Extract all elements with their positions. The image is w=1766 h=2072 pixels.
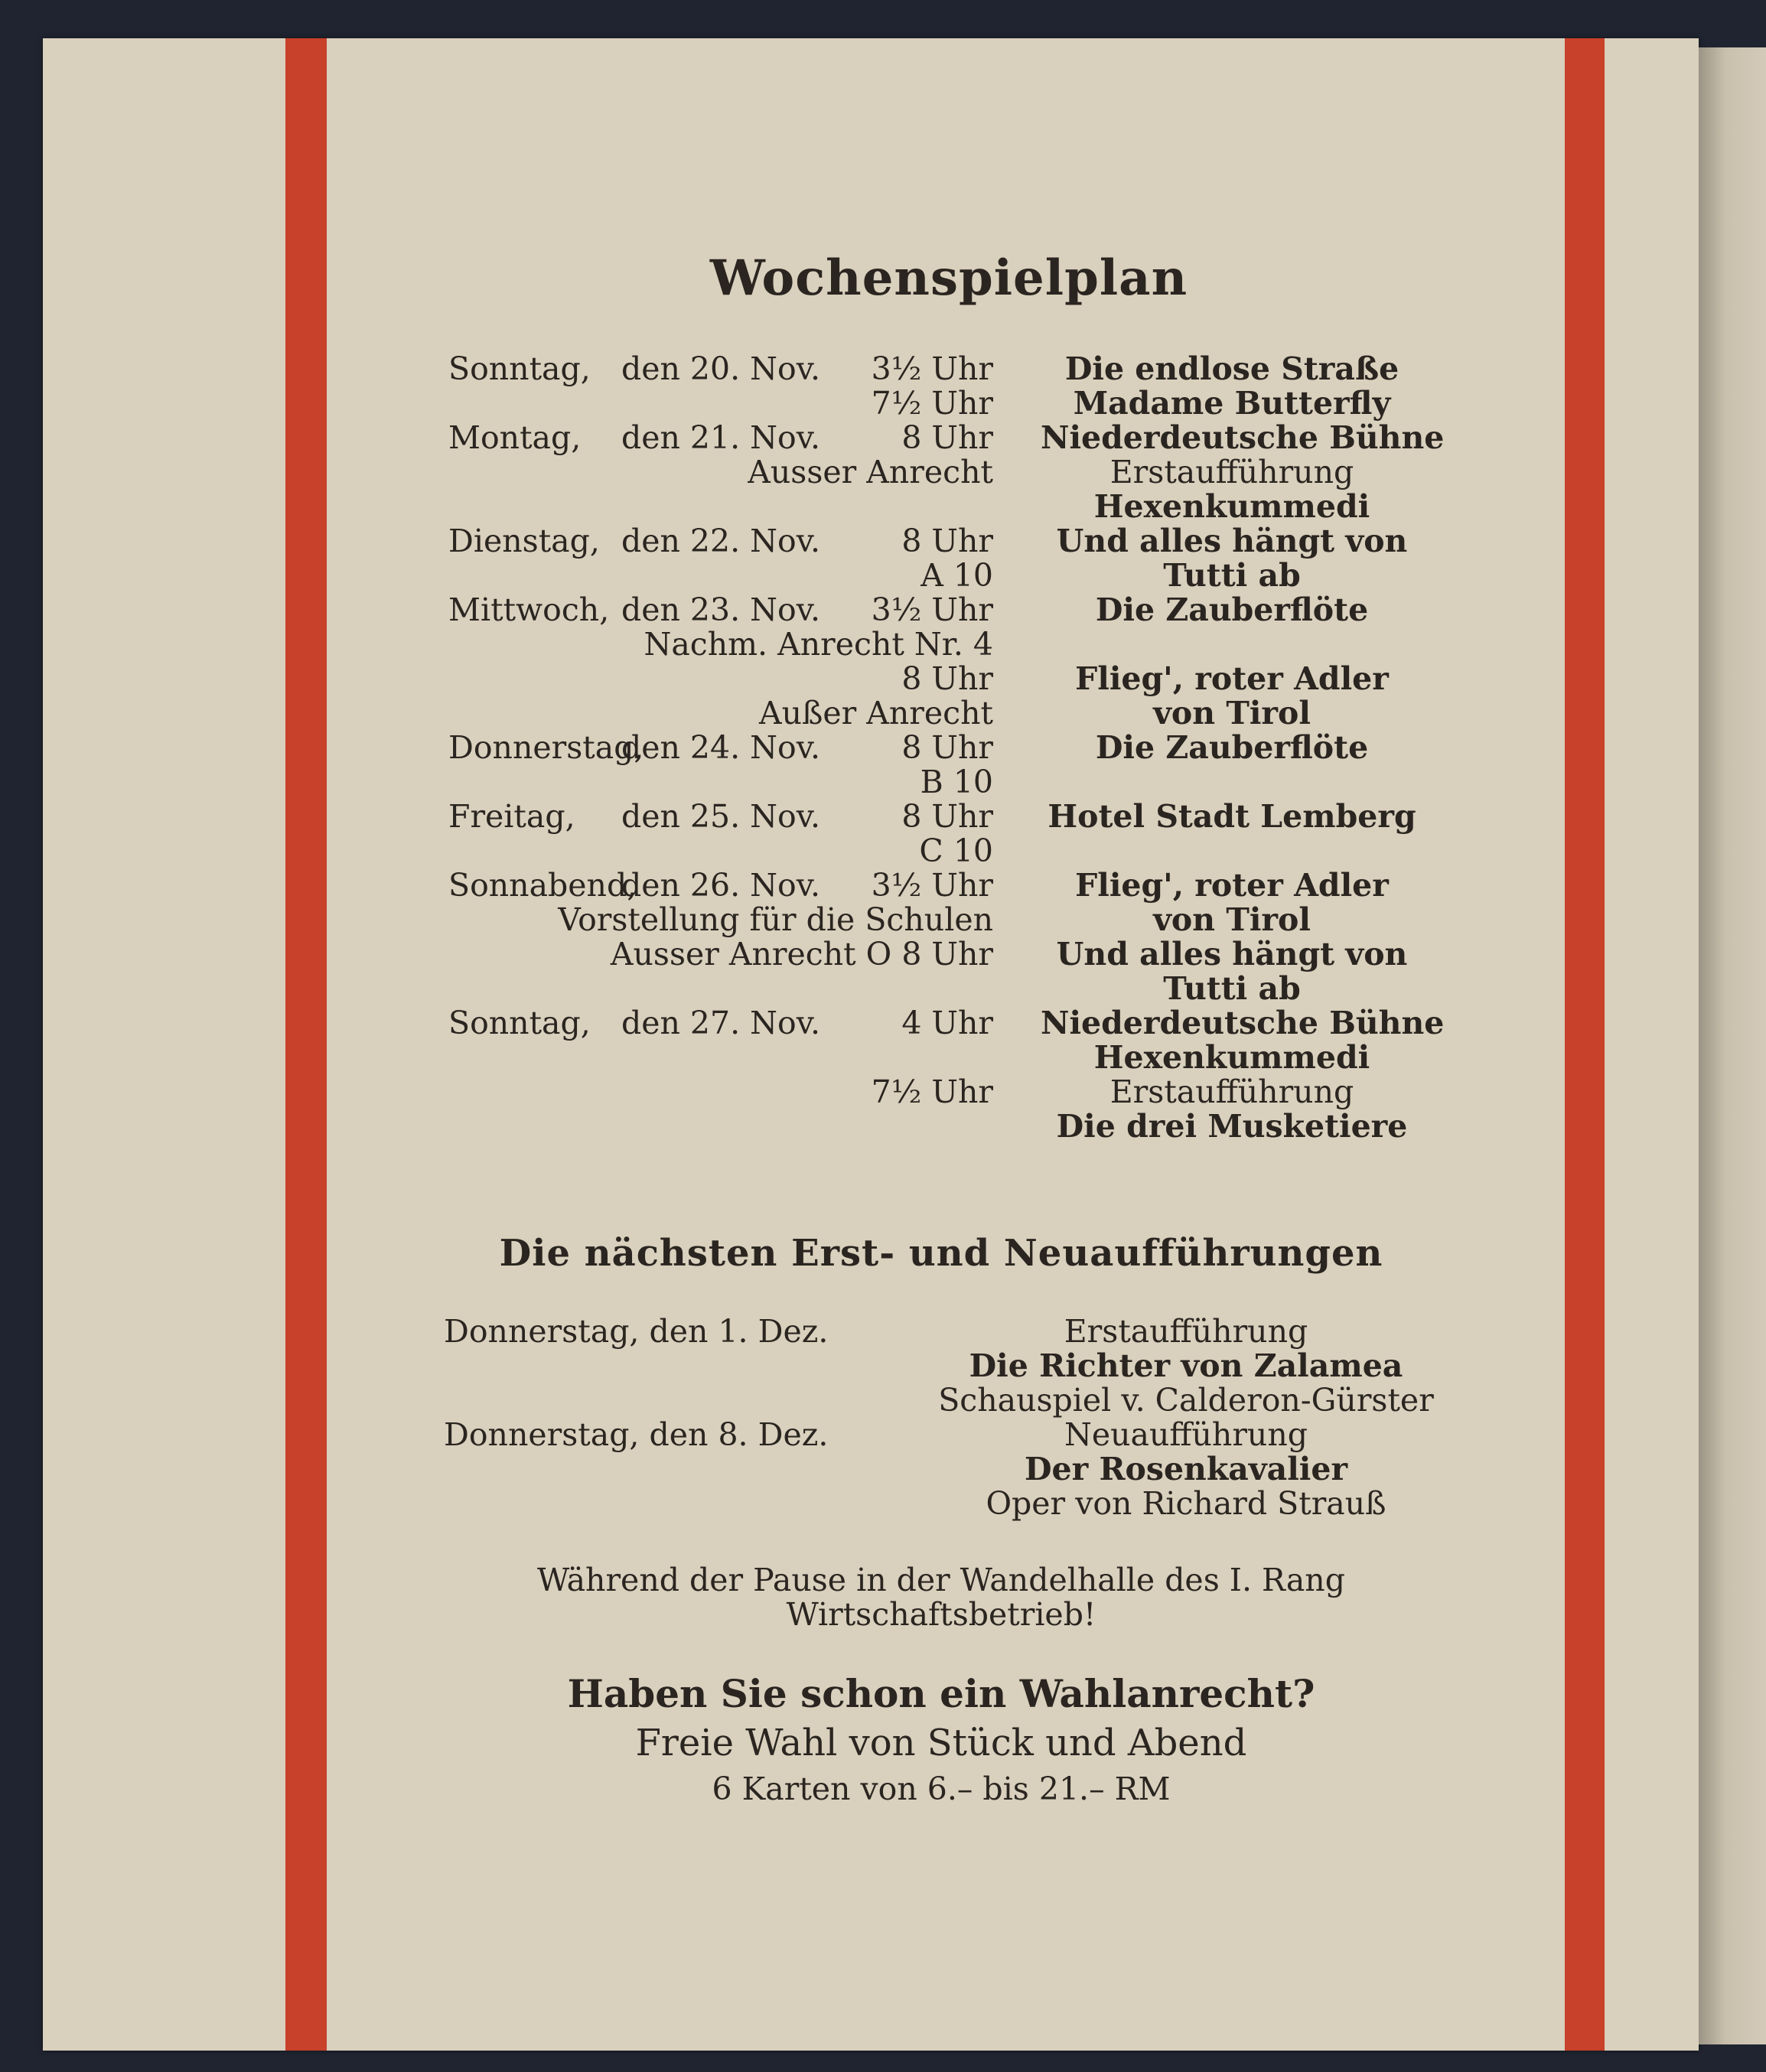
- time: 3½ Uhr: [871, 350, 993, 387]
- next-page-edge: [1699, 47, 1766, 2044]
- play-title: Flieg', roter Adler: [1075, 660, 1389, 697]
- date: den 25. Nov.: [621, 798, 821, 835]
- time: 8 Uhr: [901, 523, 993, 559]
- day: Sonntag,: [448, 1005, 591, 1041]
- time: 7½ Uhr: [871, 385, 993, 422]
- play-title: Und alles hängt von: [1056, 936, 1408, 972]
- time: C 10: [919, 832, 993, 869]
- play-title: Hexenkummedi: [1093, 1039, 1370, 1076]
- time: Nachm. Anrecht Nr. 4: [644, 626, 993, 663]
- play-note: Erstaufführung: [1109, 1073, 1354, 1110]
- date: den 26. Nov.: [621, 867, 821, 904]
- play-title: Die Zauberflöte: [1095, 591, 1369, 628]
- premiere-play: Die Richter von Zalamea: [969, 1347, 1403, 1384]
- day: Donnerstag,: [448, 729, 644, 766]
- play-title: Tutti ab: [1163, 970, 1301, 1007]
- date: den 22. Nov.: [621, 523, 821, 559]
- day: Freitag,: [448, 798, 575, 835]
- time: 8 Uhr: [901, 660, 993, 697]
- time: A 10: [920, 557, 993, 594]
- day: Mittwoch,: [448, 591, 610, 628]
- time: B 10: [920, 764, 993, 800]
- day: Sonntag,: [448, 350, 591, 387]
- time: 8 Uhr: [901, 729, 993, 766]
- play-title: Madame Butterfly: [1073, 385, 1391, 422]
- time: 8 Uhr: [901, 419, 993, 456]
- time: Außer Anrecht: [758, 695, 993, 731]
- premieres-heading: Die nächsten Erst- und Neuaufführungen: [499, 1232, 1383, 1275]
- play-title: Tutti ab: [1163, 557, 1301, 594]
- ad-price: 6 Karten von 6.– bis 21.– RM: [712, 1771, 1171, 1807]
- play-title: Die drei Musketiere: [1056, 1108, 1408, 1145]
- time: Ausser Anrecht: [748, 454, 993, 490]
- play-title: Flieg', roter Adler: [1075, 867, 1389, 904]
- red-border-left: [285, 38, 327, 2051]
- time: Vorstellung für die Schulen: [558, 901, 993, 938]
- date: den 21. Nov.: [621, 419, 821, 456]
- time: 4 Uhr: [901, 1005, 993, 1041]
- premiere-type: Neuaufführung: [1064, 1416, 1308, 1453]
- date: den 23. Nov.: [621, 591, 821, 628]
- play-title: Niederdeutsche Bühne: [1041, 419, 1445, 456]
- notice-line: Wirtschaftsbetrieb!: [786, 1596, 1096, 1633]
- premiere-info: Oper von Richard Strauß: [986, 1485, 1386, 1522]
- play-title: Hotel Stadt Lemberg: [1048, 798, 1416, 835]
- time: 8 Uhr: [901, 798, 993, 835]
- play-title: von Tirol: [1153, 901, 1311, 938]
- day: Montag,: [448, 419, 582, 456]
- play-title: Und alles hängt von: [1056, 523, 1408, 559]
- date: den 27. Nov.: [621, 1005, 821, 1041]
- time: Ausser Anrecht O 8 Uhr: [610, 936, 993, 972]
- ad-headline: Haben Sie schon ein Wahlanrecht?: [567, 1671, 1315, 1716]
- notice-line: Während der Pause in der Wandelhalle des I. Rang: [537, 1562, 1345, 1598]
- date: den 20. Nov.: [621, 350, 821, 387]
- time: 3½ Uhr: [871, 867, 993, 904]
- play-title: von Tirol: [1153, 695, 1311, 731]
- page-title: Wochenspielplan: [709, 249, 1188, 307]
- play-title: Niederdeutsche Bühne: [1041, 1005, 1445, 1041]
- ad-subline: Freie Wahl von Stück und Abend: [635, 1722, 1247, 1764]
- play-title: Hexenkummedi: [1093, 488, 1370, 525]
- play-title: Die endlose Straße: [1064, 350, 1399, 387]
- time: 3½ Uhr: [871, 591, 993, 628]
- premiere-date: Donnerstag, den 1. Dez.: [444, 1313, 829, 1350]
- day: Dienstag,: [448, 523, 600, 559]
- time: 7½ Uhr: [871, 1073, 993, 1110]
- premiere-date: Donnerstag, den 8. Dez.: [444, 1416, 829, 1453]
- red-border-right: [1565, 38, 1605, 2051]
- premiere-info: Schauspiel v. Calderon-Gürster: [938, 1382, 1434, 1419]
- premiere-play: Der Rosenkavalier: [1024, 1451, 1348, 1487]
- day: Sonnabend,: [448, 867, 637, 904]
- premiere-type: Erstaufführung: [1064, 1313, 1308, 1350]
- play-title: Die Zauberflöte: [1095, 729, 1369, 766]
- date: den 24. Nov.: [621, 729, 821, 766]
- play-note: Erstaufführung: [1109, 454, 1354, 490]
